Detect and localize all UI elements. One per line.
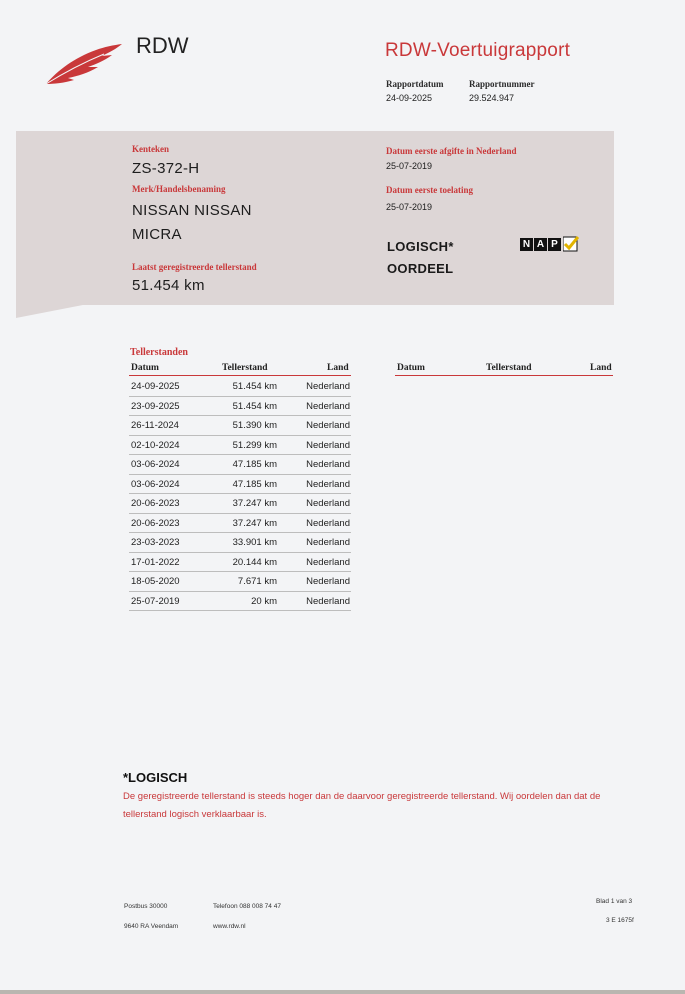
row-date: 25-07-2019 (131, 595, 180, 607)
report-number-label: Rapportnummer (469, 79, 535, 89)
row-reading: 51.454 km (232, 381, 277, 392)
row-reading: 37.247 km (232, 498, 277, 509)
row-reading: 51.299 km (232, 439, 277, 451)
first-admission-label: Datum eerste toelating (386, 185, 473, 195)
nap-logo (520, 235, 579, 253)
table-row (129, 416, 351, 436)
report-number: 29.524.947 (469, 93, 515, 103)
footer-address: 9640 RA Veendam (124, 923, 179, 930)
row-reading: 37.247 km (232, 517, 277, 529)
row-date: 26-11-2024 (131, 420, 179, 431)
report-title: RDW-Voertuigrapport (385, 40, 571, 61)
verdict-line-1: LOGISCH* (387, 239, 454, 254)
nap-letter-p: P (548, 238, 561, 251)
footer-postbus: Postbus 30000 (124, 903, 168, 910)
row-reading: 7.671 km (237, 576, 277, 587)
row-reading: 20 km (251, 595, 277, 607)
last-odometer: 51.454 km (132, 277, 205, 294)
table-row (129, 592, 351, 612)
table-row (129, 455, 351, 475)
col-date-header-2: Datum (397, 363, 425, 373)
row-country: Nederland (306, 595, 350, 607)
footer-website[interactable]: www.rdw.nl (213, 923, 246, 930)
row-date: 17-01-2022 (131, 556, 180, 568)
report-date: 24-09-2025 (386, 93, 433, 103)
row-reading: 20.144 km (232, 556, 277, 568)
col-country-header: Land (327, 363, 349, 373)
note-text: De geregistreerde tellerstand is steeds hoger dan de daarvoor geregistreerde tellerstand. Wij oordelen dan dat de tellerstand logisch verklaarbaar is. (123, 791, 601, 820)
footer-phone: Telefoon 088 008 74 47 (213, 903, 281, 910)
row-date: 23-09-2025 (131, 400, 180, 412)
row-date: 24-09-2025 (131, 381, 180, 392)
table-row (129, 572, 351, 592)
last-odometer-label: Laatst geregistreerde tellerstand (132, 262, 257, 272)
header-underline (129, 375, 351, 376)
panel-tail (16, 304, 88, 318)
row-country: Nederland (306, 537, 350, 548)
row-country: Nederland (306, 439, 350, 451)
table-row (129, 436, 351, 456)
row-reading: 51.390 km (232, 420, 277, 431)
row-country: Nederland (306, 478, 350, 490)
first-nl-date: 25-07-2019 (386, 161, 433, 171)
row-country: Nederland (306, 420, 350, 431)
header-underline-2 (395, 375, 613, 376)
odometer-section-title: Tellerstanden (130, 347, 188, 358)
row-date: 03-06-2024 (131, 478, 180, 490)
nap-letter-a: A (534, 238, 547, 251)
row-country: Nederland (306, 576, 350, 587)
col-date-header: Datum (131, 363, 159, 373)
first-admission-date: 25-07-2019 (386, 202, 433, 212)
report-date-label: Rapportdatum (386, 79, 444, 89)
row-country: Nederland (306, 517, 350, 529)
row-date: 20-06-2023 (131, 498, 180, 509)
row-reading: 47.185 km (232, 478, 277, 490)
col-reading-header-2: Tellerstand (486, 363, 532, 373)
vehicle-summary-panel (16, 131, 614, 305)
make-line-1: NISSAN NISSAN (132, 202, 252, 219)
row-reading: 33.901 km (232, 537, 277, 548)
footer-page-number: Blad 1 van 3 (596, 898, 633, 905)
nap-letter-n: N (520, 238, 533, 251)
footer-code: 3 E 1675f (606, 917, 634, 924)
table-row (129, 514, 351, 534)
row-reading: 47.185 km (232, 459, 277, 470)
plate-label: Kenteken (132, 144, 169, 154)
row-country: Nederland (306, 498, 350, 509)
table-row (129, 377, 351, 397)
note-title: *LOGISCH (123, 770, 188, 785)
row-reading: 51.454 km (232, 400, 277, 412)
rdw-logo-icon (44, 40, 124, 88)
col-country-header-2: Land (590, 363, 612, 373)
table-row (129, 553, 351, 573)
license-plate: ZS-372-H (132, 160, 200, 177)
table-row (129, 494, 351, 514)
row-date: 03-06-2024 (131, 459, 180, 470)
table-row (129, 533, 351, 553)
row-date: 02-10-2024 (131, 439, 180, 451)
table-row (129, 397, 351, 417)
col-reading-header: Tellerstand (222, 363, 268, 373)
table-row (129, 475, 351, 495)
row-country: Nederland (306, 459, 350, 470)
verdict-line-2: OORDEEL (387, 261, 454, 276)
brand-name: RDW (136, 33, 189, 58)
row-country: Nederland (306, 556, 350, 568)
row-country: Nederland (306, 381, 350, 392)
first-nl-label: Datum eerste afgifte in Nederland (386, 146, 517, 156)
row-date: 20-06-2023 (131, 517, 180, 529)
row-date: 23-03-2023 (131, 537, 180, 548)
make-label: Merk/Handelsbenaming (132, 184, 226, 194)
row-date: 18-05-2020 (131, 576, 180, 587)
odometer-table (129, 377, 351, 611)
row-country: Nederland (306, 400, 350, 412)
make-line-2: MICRA (132, 226, 182, 243)
checkmark-icon (563, 236, 579, 252)
